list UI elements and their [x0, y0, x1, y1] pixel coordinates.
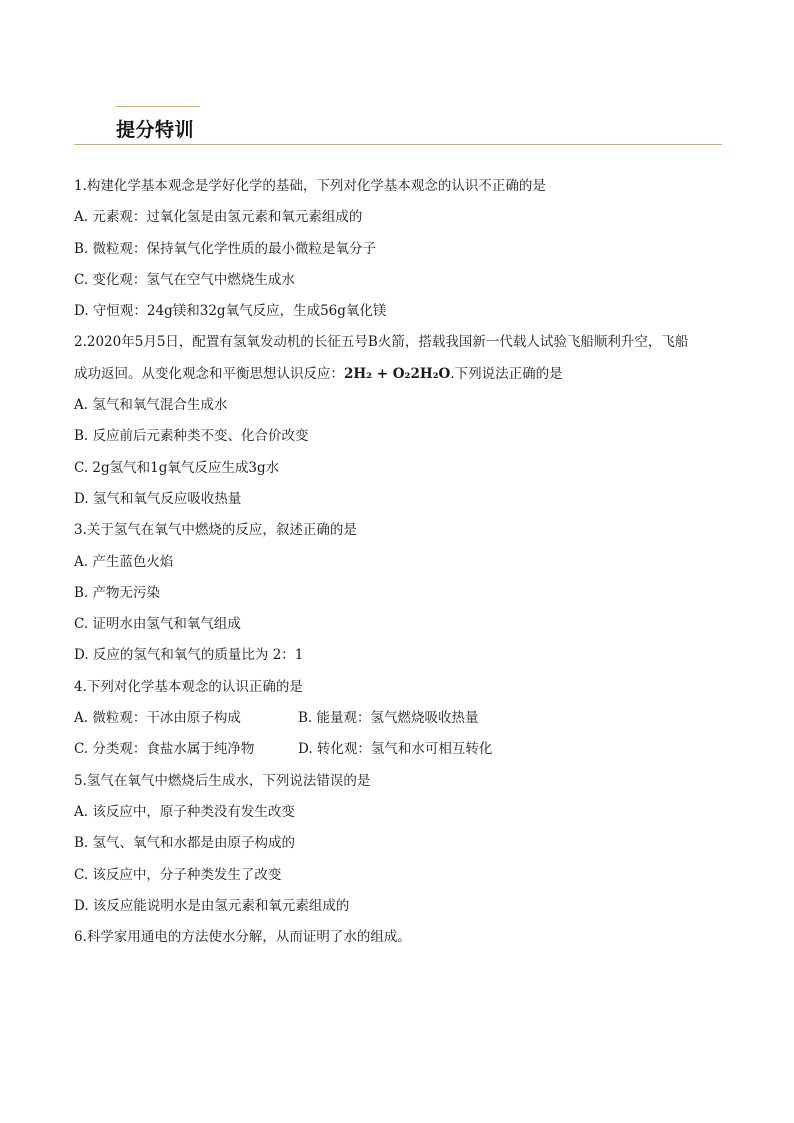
question-3-stem: 3.关于氢气在氧气中燃烧的反应，叙述正确的是	[74, 522, 357, 539]
question-3-option-b: B. 产物无污染	[74, 584, 161, 601]
question-1-option-d: D. 守恒观：24g镁和32g氧气反应，生成56g氧化镁	[74, 303, 387, 320]
header-underline-rule	[74, 144, 722, 145]
section-header	[74, 106, 722, 146]
question-4-options-row-1	[74, 707, 722, 738]
question-list	[74, 175, 722, 957]
question-2-option-a: A. 氢气和氧气混合生成水	[74, 397, 228, 414]
question-5-option-c: C. 该反应中，分子种类发生了改变	[74, 866, 282, 883]
question-2-stem-tail: .下列说法正确的是	[450, 365, 563, 382]
question-4-option-b: B. 能量观：氢气燃烧吸收热量	[298, 710, 479, 727]
question-4-options-row-2	[74, 738, 722, 769]
question-5-stem: 5.氢气在氧气中燃烧后生成水，下列说法错误的是	[74, 772, 371, 789]
section-title: 提分特训	[116, 119, 195, 141]
question-4-option-a: A. 微粒观：干冰由原子构成	[74, 710, 241, 727]
question-1-option-a: A. 元素观：过氧化氢是由氢元素和氧元素组成的	[74, 209, 363, 226]
chemical-equation: 2H₂ + O₂2H₂O	[344, 365, 451, 382]
question-3-option-d: D. 反应的氢气和氧气的质量比为 2：1	[74, 647, 304, 664]
question-2-option-b: B. 反应前后元素种类不变、化合价改变	[74, 428, 309, 445]
question-3-option-c: C. 证明水由氢气和氧气组成	[74, 616, 241, 633]
question-1-stem: 1.构建化学基本观念是学好化学的基础，下列对化学基本观念的认识不正确的是	[74, 178, 546, 194]
question-2-option-d: D. 氢气和氧气反应吸收热量	[74, 490, 242, 507]
question-1-option-c: C. 变化观：氢气在空气中燃烧生成水	[74, 271, 295, 288]
question-3-option-a: A. 产生蓝色火焰	[74, 553, 174, 570]
header-top-rule	[116, 106, 200, 107]
question-6-stem: 6.科学家用通电的方法使水分解，从而证明了水的组成。	[74, 929, 411, 946]
question-2-stem-line-1: 2.2020年5月5日，配置有氢氧发动机的长征五号B火箭，搭载我国新一代载人试验飞船顺利升空，飞船	[74, 334, 689, 351]
question-2-stem-text: 成功返回。从变化观念和平衡思想认识反应：	[74, 365, 344, 382]
question-5-option-a: A. 该反应中，原子种类没有发生改变	[74, 803, 295, 820]
question-2-stem-line-2	[74, 363, 722, 394]
question-4-option-d: D. 转化观：氢气和水可相互转化	[298, 741, 493, 758]
question-5-option-d: D. 该反应能说明水是由氢元素和氧元素组成的	[74, 897, 350, 914]
question-2-option-c: C. 2g氢气和1g氧气反应生成3g水	[74, 459, 280, 476]
question-1-option-b: B. 微粒观：保持氧气化学性质的最小微粒是氧分子	[74, 240, 377, 257]
question-5-option-b: B. 氢气、氧气和水都是由原子构成的	[74, 835, 296, 852]
question-4-stem: 4.下列对化学基本观念的认识正确的是	[74, 678, 303, 695]
question-4-option-c: C. 分类观：食盐水属于纯净物	[74, 741, 255, 758]
